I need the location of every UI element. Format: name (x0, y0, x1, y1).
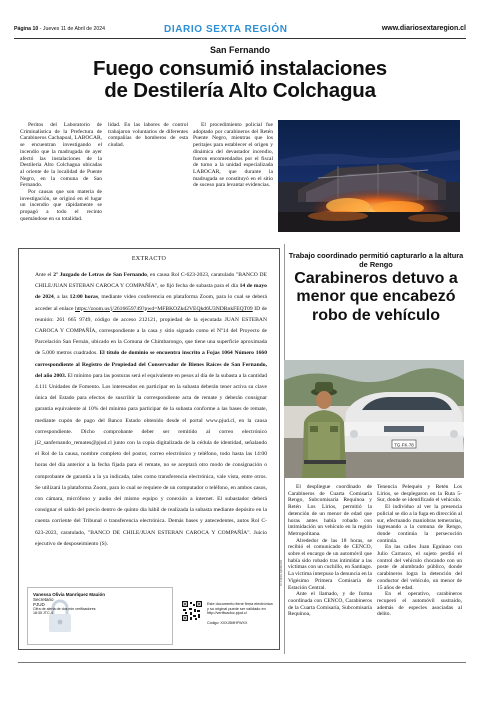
story1-column-1: Peritos del Laboratorio de Criminalística de la Prefectura de Carabineros Cachapoal, LABOCAR, se encuentran investigando el incendio que la madrugada de ayer afectó las instalaciones de la Destilería Alto Colchagua ubicadas al oriente de la localidad de Puente Negro, en la comuna de San Fernando. Por causas que son materia de investigación, se originó en el lugar un incendio que rápidamente se propagó a todo el recinto quemándose en su totalidad. (20, 122, 102, 222)
story1-column-2: lidad. En las labores de control trabajaron voluntarios de diferentes compañías de bomberos de esta ciudad. (108, 122, 188, 149)
legal-notice-footer (27, 587, 273, 645)
story2-column-1: El despliegue coordinado de Carabineros de Cuarta Comisaría Rengo, Subcomisaría Requínoa y Retén Los Lirios, permitió la detención de un menor de edad que horas antes había robado con intimidación un vehículo en la región Metropolitana. Alrededor de las 18 horas, se recibió el comunicado de CENCO, sobre el encargo de un automóvil que había sido robado tras intimidar a las víctimas con un cuchillo, en Santiago. La víctima interpuso la denuncia en la Vigésimo Primera Comisaría de Estación Central. Ante el llamado, y de forma coordinada con CENCO, Carabineros de la Cuarta Comisaría, Subcomisaría Requínoa, (288, 484, 372, 618)
signer-role: Secretario (33, 597, 54, 602)
legal-notice-title: EXTRACTO (131, 256, 167, 262)
story1-headline: Fuego consumió instalaciones de Destilería Alto Colchagua (93, 57, 387, 102)
qr-verification-code: Código: XXXJ5MHFWXX (207, 621, 248, 625)
story1-kicker: San Fernando (209, 45, 270, 55)
signer-name: Vanessa Olivia Manríquez Mauión (33, 592, 106, 597)
qr-code-icon[interactable] (182, 601, 202, 621)
lock-icon (46, 598, 74, 634)
qr-verification-text: Este documento tiene firma electrónica y su original puede ser validado en http://verificadoc.pjud.cl (207, 602, 273, 616)
zoom-link[interactable]: https://zoom.us/j/2616659749?pwd=MFBKOZkd2VEQkd6U3NDRnkFEQT09 (75, 305, 253, 312)
newspaper-brand: DIARIO SEXTA REGIÓN (164, 24, 288, 35)
story1-column-3: El procedimiento policial fue adoptado por carabineros del Retén Puente Negro, mientras que los peritajes para establecer el origen y dinámica del devastador incendio, fueron encomendados por el fiscal de turno a la unidad especializada LABOCAR, que durante la madrugada se constituyó en el sitio de suceso para levantar evidencias. (193, 122, 273, 189)
signer-org: PJUD (33, 602, 45, 607)
newspaper-url[interactable]: www.diariosextaregion.cl (381, 25, 466, 32)
legal-notice-box (18, 248, 280, 650)
page-date: Página 10 - Jueves 11 de Abril de 2024 (14, 26, 106, 32)
officer-photo (284, 360, 464, 478)
story2-headline: Carabineros detuvo a menor que encabezó robo de vehículo (294, 270, 458, 324)
fire-photo (278, 120, 460, 232)
story2-column-2: Tenencia Pelequén y Retén Los Lirios, se desplegaron en la Ruta 5- Sur, donde se identificado el vehículo. El individuo al ver la presencia policial se dio a la fuga en dirección al sur, efectuando maniobras temerarias, ingresando a la comuna de Rengo, donde continúa la persecución continúa. En las calles Juan Eguinao con Julio Carrasco, el sujeto perdió el control del vehículo chocando con un poste de alumbrado público, donde carabineros logra la detención del conductor del vehículo, un menor de 15 años de edad. En el operativo, carabineros recuperó el automóvil sustraído, además de especies asociadas al delito. (377, 484, 462, 618)
story2-kicker: Trabajo coordinado permitió capturarlo a la altura de Rengo (288, 251, 464, 269)
header-divider (14, 38, 466, 39)
license-plate: TG·FK·78 (394, 442, 414, 448)
page-header (14, 24, 466, 38)
side-reference-code: Nº 4 D(SU.N)/V06-003 (280, 560, 283, 587)
legal-notice-body: Ante el 2º Juzgado de Letras de San Fernando, en causa Rol C-623-2023, caratulado "BANCO DE CHILE/JUAN ESTEBAN CAROCA Y COMPAÑÍA", se fijó fecha de subasta para el día 14 de mayo de 2024, a las 12:00 horas, mediante video conferencia en plataforma Zoom, para lo cual se deberá acceder al enlace https://zoom.us/j/2616659749?pwd=MFBKOZkd2VEQkd6U3NDRnkFEQT09 ID de reunión: 261 665 9749, código de acceso 212121, propiedad de la ejecutada JUAN ESTEBAN CAROCA Y COMPAÑÍA, correspondiente a la casa y sitio signado como el Nº14 del Proyecto de Parcelación San Fernán, ubicado en la Comuna de Chimbarongo, que tiene una superficie aproximada de 5.000 metros cuadrados. El título de dominio se encuentra inscrito a Fojas 1064 Número 1660 correspondiente al Registro de Propiedad del Conservador de Bienes Raíces de San Fernando, del año 2003. El mínimo para las posturas será el equivalente en pesos al día de la subasta a la cantidad 4.111 Unidades de Fomento. Los interesados en participar en la subasta deberán tener activa su clave única del Estado para efectos de suscribir la correspondiente acta de remate y deberán consignar garantía equivalente al 10% del mínimo para participar de la subasta conforme a las bases de remate, mediante cupón de pago del Banco Estado obtenido desde el portal www.pjud.cl, en la causa correspondiente. Dicho comprobante deber ser remitido al correo electrónico jl2_sanfernando_remates@pjud.cl junto con la copia digitalizada de la cédula de identidad, señalando el Rol de la causa, nombre completo del postor, correo electrónico y teléfono, todo hasta las 14:00 horas del día anterior a la fecha fijada para el remate, no se aceptará otro modo de consignación o comprobante de garantía a la ya indicada, tales como transferencia electrónica, vale vista, entre otros. Se utilizará la plataforma Zoom, para lo cual se requiere de un computador o teléfono, en ambos casos, con cámara, micrófono y audio del mismo equipo y conexión a internet. El subastador deberá consignar el saldo del precio dentro de quinto día hábil de realizada la subasta mediante depósito en la cuenta corriente del Tribunal o transferencia electrónica. Demás bases y antecedentes, autos Rol C-623-2023, caratulado, "BANCO DE CHILE/JUAN ESTEBAN CAROCA Y COMPAÑÍA". Juicio ejecutivo de desposeimiento (S). (35, 272, 268, 547)
signer-note: Cifra de alerta de dos min verificadores 18:35 JTC-4 (33, 607, 96, 616)
page-bottom-rule (18, 662, 466, 663)
electronic-signature (27, 587, 173, 645)
